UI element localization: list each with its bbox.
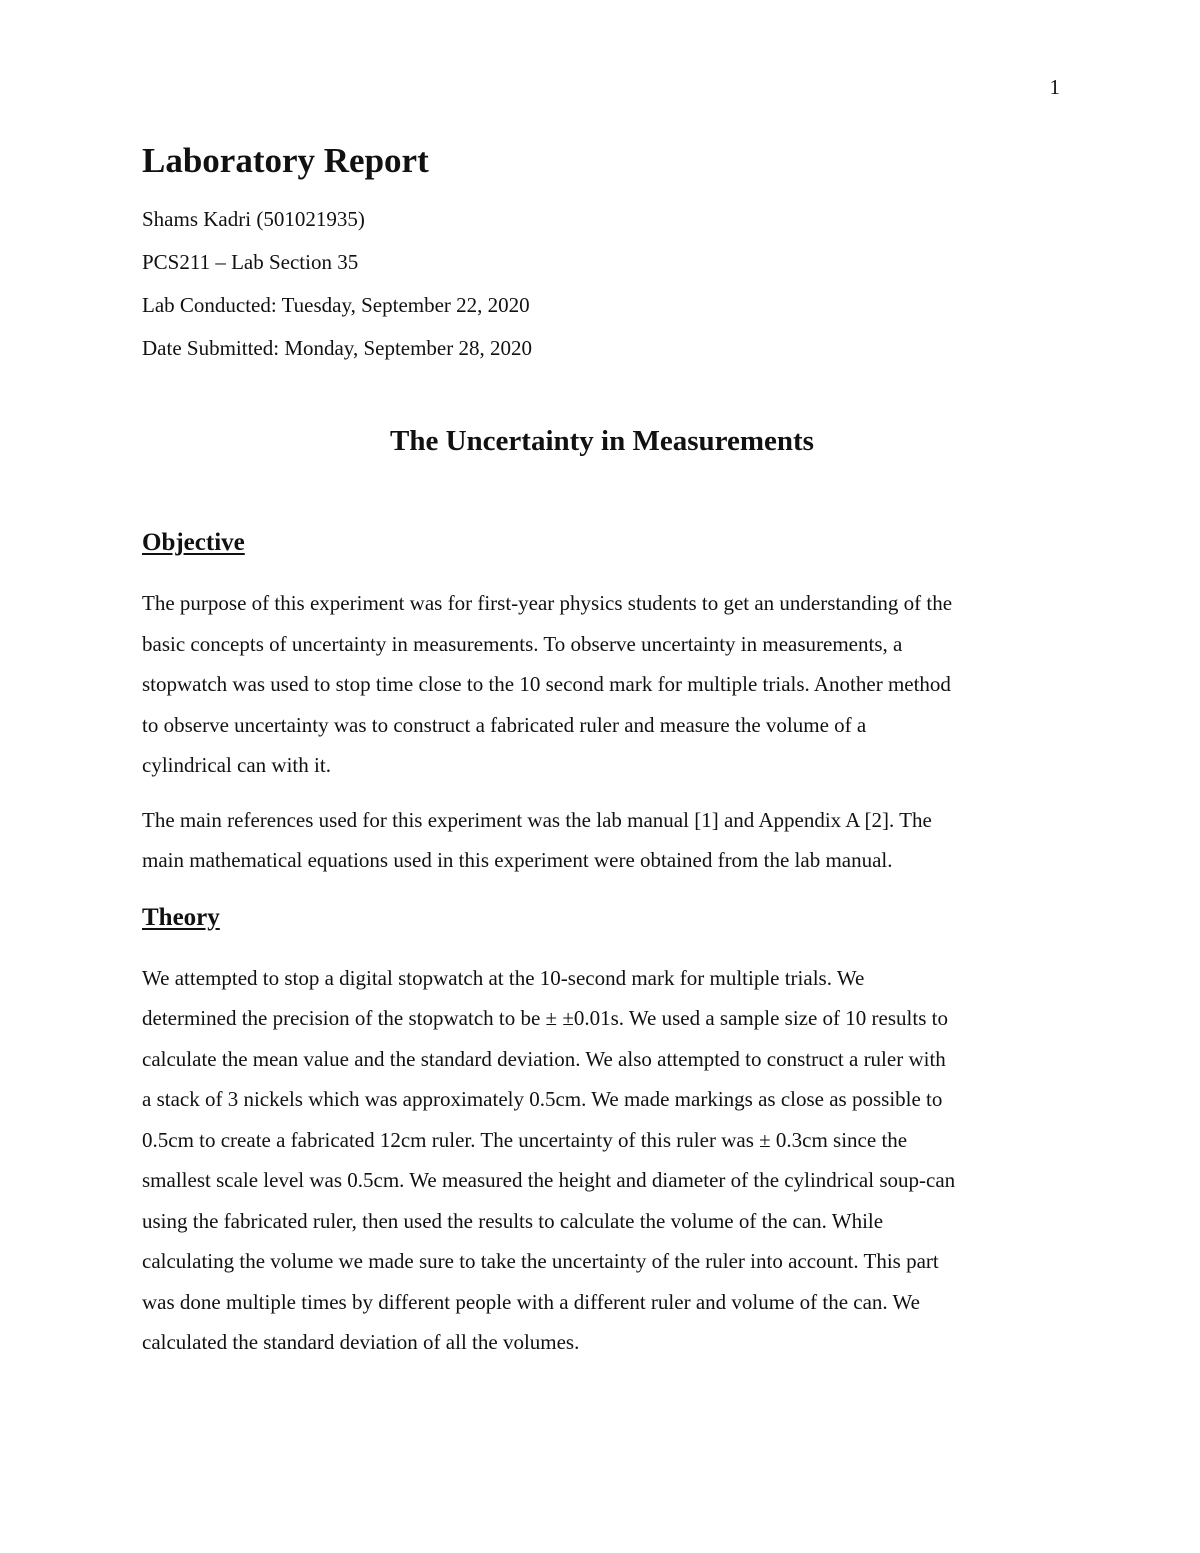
- report-meta: [142, 198, 1062, 370]
- document-title: The Uncertainty in Measurements: [390, 425, 814, 457]
- text-line: calculated the standard deviation of all the volumes.: [142, 1330, 580, 1354]
- text-line: determined the precision of the stopwatch to be ± ±0.01s. We used a sample size of 10 results to: [142, 1006, 948, 1030]
- text-line: We attempted to stop a digital stopwatch at the 10-second mark for multiple trials. We: [142, 965, 865, 990]
- text-line: stopwatch was used to stop time close to the 10 second mark for multiple trials. Another method: [142, 672, 951, 696]
- text-line: 0.5cm to create a fabricated 12cm ruler. The uncertainty of this ruler was ± 0.3cm since the: [142, 1127, 908, 1152]
- text-line: to observe uncertainty was to construct a fabricated ruler and measure the volume of a: [142, 712, 867, 737]
- text-line: smallest scale level was 0.5cm. We measured the height and diameter of the cylindrical soup-can: [142, 1168, 956, 1192]
- text-line: a stack of 3 nickels which was approximately 0.5cm. We made markings as close as possible to: [142, 1087, 943, 1111]
- text-line: using the fabricated ruler, then used the results to calculate the volume of the can. While: [142, 1208, 884, 1233]
- objective-heading: Objective: [142, 529, 245, 556]
- text-line: calculate the mean value and the standard deviation. We also attempted to construct a ruler with: [142, 1046, 946, 1071]
- text-line: basic concepts of uncertainty in measurements. To observe uncertainty in measurements, a: [142, 631, 903, 656]
- text-line: The purpose of this experiment was for first-year physics students to get an understanding of the: [142, 591, 953, 615]
- theory-paragraph: [142, 958, 1062, 1363]
- lab-conducted-line: Lab Conducted: Tuesday, September 22, 2020: [142, 293, 530, 317]
- objective-paragraph-1: [142, 583, 1062, 786]
- theory-heading: Theory: [142, 903, 220, 931]
- text-line: calculating the volume we made sure to take the uncertainty of the ruler into account. This part: [142, 1249, 939, 1273]
- text-line: was done multiple times by different people with a different ruler and volume of the can. We: [142, 1289, 920, 1314]
- text-line: main mathematical equations used in this experiment were obtained from the lab manual.: [142, 848, 893, 872]
- page-number: 1: [1049, 75, 1060, 99]
- author-line: Shams Kadri (501021935): [142, 207, 365, 231]
- text-line: The main references used for this experiment was the lab manual [1] and Appendix A [2]. The: [142, 807, 932, 832]
- page-content: [142, 140, 1062, 1363]
- date-submitted-line: Date Submitted: Monday, September 28, 2020: [142, 336, 532, 360]
- text-line: cylindrical can with it.: [142, 753, 331, 777]
- course-line: PCS211 – Lab Section 35: [142, 250, 359, 274]
- objective-paragraph-2: [142, 800, 1062, 881]
- report-title: Laboratory Report: [142, 141, 429, 180]
